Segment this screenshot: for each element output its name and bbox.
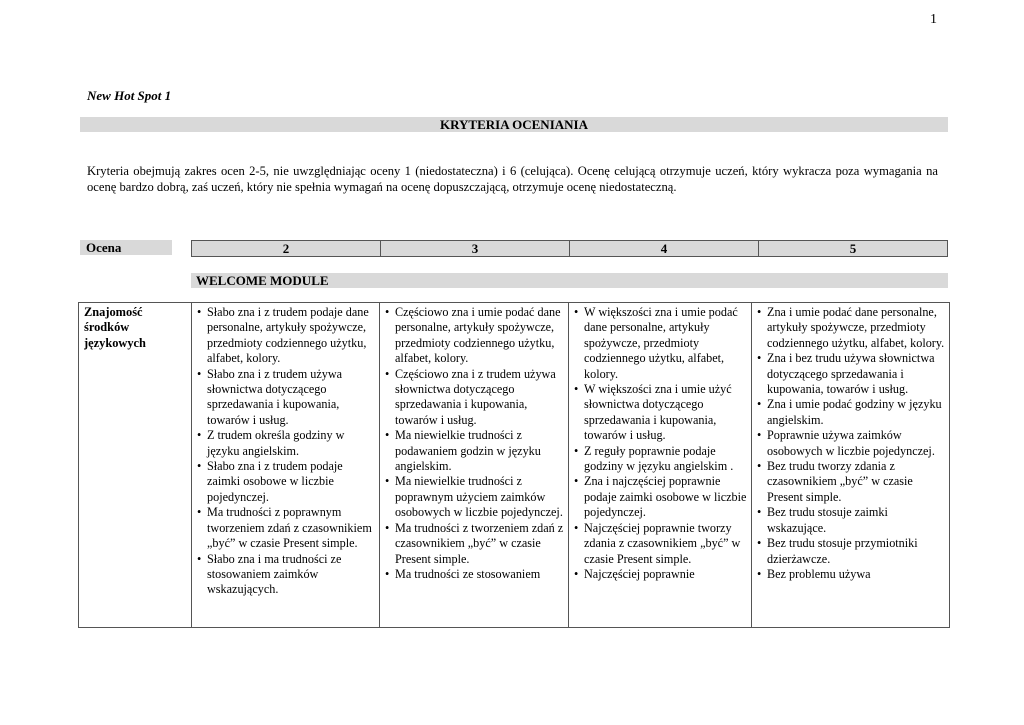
criteria-item: • Ma trudności z tworzeniem zdań z czasownikiem „być” w czasie Present simple. (385, 521, 564, 567)
grades-row (192, 241, 948, 257)
document-title: New Hot Spot 1 (87, 88, 172, 103)
grade-5-cell (752, 303, 950, 628)
grade-cell: 4 (570, 241, 759, 257)
criteria-item: • Ma niewielkie trudności z poprawnym użyciem zaimków osobowych w liczbie pojedynczej. (385, 474, 564, 520)
grade-cell: 3 (381, 241, 570, 257)
criteria-item: • W większości zna i umie użyć słownictwa dotyczącego sprzedawania i kupowania, towarów i usług. (574, 382, 747, 444)
criteria-table (78, 302, 950, 628)
ocena-label: Ocena (86, 240, 122, 255)
criteria-item: • Bez trudu tworzy zdania z czasownikiem „być” w czasie Present simple. (757, 459, 945, 505)
criteria-item: • Z trudem określa godziny w języku angielskim. (197, 428, 375, 459)
page-number: 1 (930, 12, 937, 27)
criteria-item: • Słabo zna i ma trudności ze stosowaniem zaimków wskazujących. (197, 552, 375, 598)
criteria-item: • Częściowo zna i umie podać dane personalne, artykuły spożywcze, przedmioty codziennego użytku, alfabet, kolory. (385, 305, 564, 367)
criteria-item: • Zna i umie podać dane personalne, artykuły spożywcze, przedmioty codziennego użytku, alfabet, kolory. (757, 305, 945, 351)
criteria-list (574, 305, 747, 582)
grade-2-cell (192, 303, 380, 628)
grade-3-cell (380, 303, 569, 628)
module-label: WELCOME MODULE (196, 273, 329, 288)
criteria-item: • Słabo zna i z trudem podaje zaimki osobowe w liczbie pojedynczej. (197, 459, 375, 505)
criteria-item: • Ma trudności ze stosowaniem (385, 567, 564, 582)
criteria-item: • Słabo zna i z trudem podaje dane personalne, artykuły spożywcze, przedmioty codziennego użytku, alfabet, kolory. (197, 305, 375, 367)
criteria-item: • Z reguły poprawnie podaje godziny w języku angielskim . (574, 444, 747, 475)
criteria-item: • Słabo zna i z trudem używa słownictwa dotyczącego sprzedawania i kupowania, towarów i usług. (197, 367, 375, 429)
criteria-item: • W większości zna i umie podać dane personalne, artykuły spożywcze, przedmioty codziennego użytku, alfabet, kolory. (574, 305, 747, 382)
grade-4-cell (569, 303, 752, 628)
grade-cell: 5 (759, 241, 948, 257)
criteria-item: • Poprawnie używa zaimków osobowych w liczbie pojedynczej. (757, 428, 945, 459)
criteria-item: • Bez problemu używa (757, 567, 945, 582)
criteria-item: • Zna i najczęściej poprawnie podaje zaimki osobowe w liczbie pojedynczej. (574, 474, 747, 520)
criteria-item: • Ma trudności z poprawnym tworzeniem zdań z czasownikiem „być” w czasie Present simple. (197, 505, 375, 551)
intro-paragraph: Kryteria obejmują zakres ocen 2-5, nie uwzględniając oceny 1 (niedostateczna) i 6 (celująca). Ocenę celującą otrzymuje uczeń, który wykracza poza wymagania na ocenę bardzo dobrą, zaś uczeń, który nie spełnia wymagań na ocenę dopuszczającą, otrzymuje ocenę niedostateczną. (87, 164, 938, 194)
criteria-item: • Najczęściej poprawnie (574, 567, 747, 582)
criteria-item: • Zna i umie podać godziny w języku angielskim. (757, 397, 945, 428)
table-row (79, 303, 950, 628)
criteria-item: • Bez trudu stosuje zaimki wskazujące. (757, 505, 945, 536)
criteria-list (197, 305, 375, 598)
criteria-item: • Zna i bez trudu używa słownictwa dotyczącego sprzedawania i kupowania, towarów i usług. (757, 351, 945, 397)
grade-cell: 2 (192, 241, 381, 257)
criteria-item: • Bez trudu stosuje przymiotniki dzierżawcze. (757, 536, 945, 567)
criteria-list (385, 305, 564, 582)
criteria-list (757, 305, 945, 582)
grades-header-table (191, 240, 948, 257)
criteria-item: • Najczęściej poprawnie tworzy zdania z czasownikiem „być” w czasie Present simple. (574, 521, 747, 567)
category-cell (79, 303, 192, 628)
category-label: Znajomość środków językowych (84, 305, 146, 350)
criteria-heading: KRYTERIA OCENIANIA (440, 117, 588, 132)
criteria-item: • Częściowo zna i z trudem używa słownictwa dotyczącego sprzedawania i kupowania, towarów i usług. (385, 367, 564, 429)
criteria-item: • Ma niewielkie trudności z podawaniem godzin w języku angielskim. (385, 428, 564, 474)
